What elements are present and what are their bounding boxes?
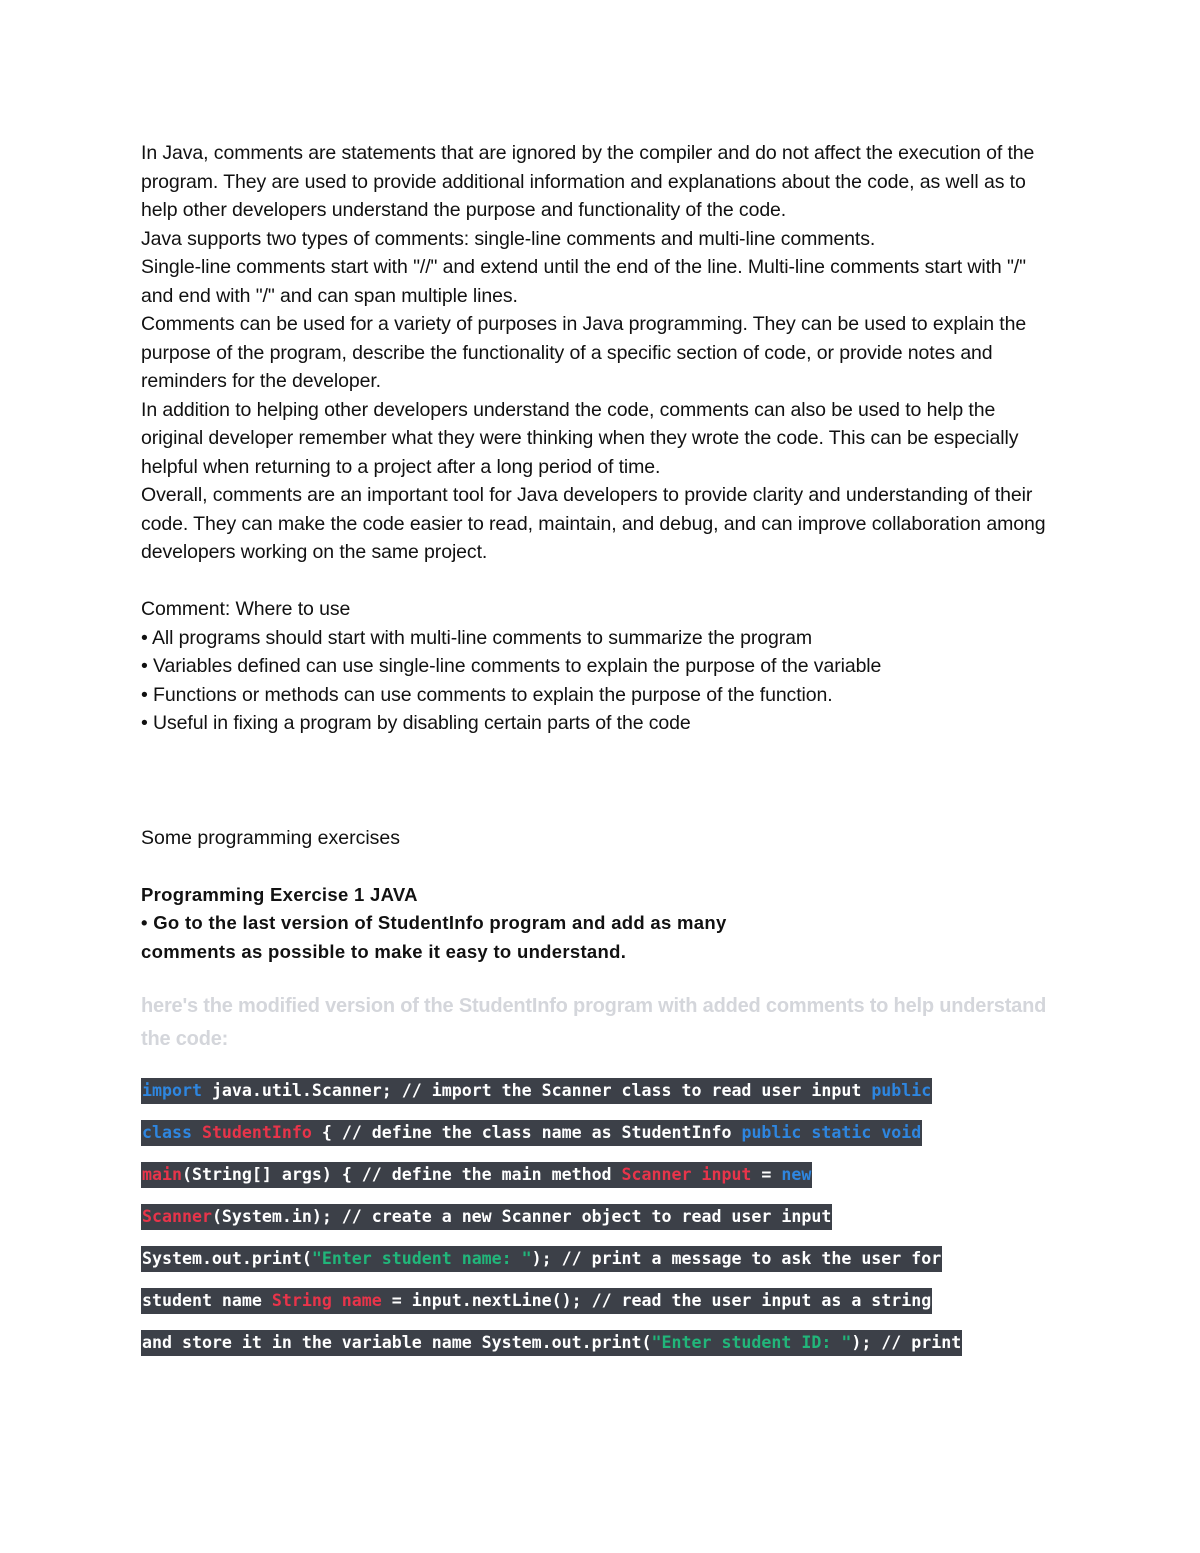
- code-token-rd: StudentInfo: [201, 1123, 312, 1142]
- document-page: [141, 139, 1061, 1372]
- code-token: student name: [142, 1291, 272, 1310]
- usage-bullet: • Functions or methods can use comments to explain the purpose of the function.: [141, 683, 833, 706]
- code-token-rd: Scanner input: [621, 1165, 752, 1184]
- code-token-rd: String name: [271, 1291, 382, 1310]
- code-token: =: [751, 1165, 782, 1184]
- code-line-highlight: [141, 1120, 922, 1146]
- code-token-kw: class: [142, 1123, 192, 1142]
- code-line: [141, 1246, 1061, 1288]
- code-token-gn: "Enter student ID: ": [651, 1333, 852, 1352]
- intro-paragraph: Java supports two types of comments: single-line comments and multi-line comments.: [141, 227, 876, 250]
- code-token: { // define the class name as StudentInfo: [311, 1123, 742, 1142]
- usage-section: [141, 595, 1061, 738]
- code-token: (System.in); // create a new Scanner object to read user input: [211, 1207, 832, 1226]
- usage-bullet: • Variables defined can use single-line comments to explain the purpose of the variable: [141, 655, 882, 677]
- code-line-highlight: [141, 1246, 942, 1272]
- code-token: [192, 1123, 202, 1142]
- code-token-rd: Scanner: [142, 1207, 212, 1226]
- intro-paragraph: Single-line comments start with "//" and extend until the end of the line. Multi-line comments start with "/" and end with "/" and can span multiple lines.: [141, 256, 1026, 307]
- code-line-highlight: [141, 1204, 832, 1230]
- code-token: ); // print: [851, 1333, 962, 1352]
- answer-intro: here's the modified version of the StudentInfo program with added comments to help understand the code:: [141, 995, 1047, 1050]
- code-token-kw: new: [781, 1165, 812, 1184]
- code-token: System.out.print(: [142, 1249, 312, 1268]
- code-block: [141, 1078, 1061, 1372]
- code-line: [141, 1204, 1061, 1246]
- code-token: = input.nextLine(); // read the user input as a string: [381, 1291, 932, 1310]
- exercise-block: [141, 881, 1061, 967]
- code-token-gn: "Enter student name: ": [311, 1249, 532, 1268]
- code-line: [141, 1120, 1061, 1162]
- code-token: ); // print a message to ask the user for: [531, 1249, 942, 1268]
- code-token-kw: public: [871, 1081, 932, 1100]
- intro-paragraph: Overall, comments are an important tool for Java developers to provide clarity and understanding of their code. They can make the code easier to read, maintain, and debug, and can improve collaboration among developers working on the same project.: [141, 484, 1046, 563]
- code-line: [141, 1162, 1061, 1204]
- code-line: [141, 1078, 1061, 1120]
- code-line-highlight: [141, 1078, 932, 1104]
- usage-bullet: • All programs should start with multi-line comments to summarize the program: [141, 626, 813, 649]
- intro-paragraph: Comments can be used for a variety of purposes in Java programming. They can be used to explain the purpose of the program, describe the functionality of a specific section of code, or provide notes and reminders for the developer.: [141, 313, 1027, 392]
- code-line-highlight: [141, 1288, 932, 1314]
- code-line-highlight: [141, 1162, 812, 1188]
- intro-section: [141, 139, 1061, 567]
- exercise-instruction: comments as possible to make it easy to understand.: [141, 940, 627, 962]
- code-token: java.util.Scanner; // import the Scanner class to read user input: [201, 1081, 872, 1100]
- code-token: (String[] args) { // define the main method: [181, 1165, 622, 1184]
- code-token-kw: public static void: [741, 1123, 922, 1142]
- code-token: and store it in the variable name System.out.print(: [142, 1333, 652, 1352]
- code-token-rd: main: [142, 1165, 182, 1184]
- code-token-kw: import: [142, 1081, 202, 1100]
- usage-heading: Comment: Where to use: [141, 598, 351, 620]
- code-line-highlight: [141, 1330, 962, 1356]
- intro-paragraph: In Java, comments are statements that are ignored by the compiler and do not affect the execution of the program. They are used to provide additional information and explanations about the code, as well as to help other developers understand the purpose and functionality of the code.: [141, 142, 1035, 221]
- code-line: [141, 1288, 1061, 1330]
- usage-bullet: • Useful in fixing a program by disabling certain parts of the code: [141, 712, 691, 734]
- code-line: [141, 1330, 1061, 1372]
- exercise-title: Programming Exercise 1 JAVA: [141, 883, 418, 905]
- intro-paragraph: In addition to helping other developers understand the code, comments can also be used to help the original developer remember what they were thinking when they wrote the code. This can be especially helpful when returning to a project after a long period of time.: [141, 398, 1019, 478]
- exercises-heading: Some programming exercises: [141, 826, 401, 849]
- exercise-instruction: • Go to the last version of StudentInfo program and add as many: [141, 912, 727, 933]
